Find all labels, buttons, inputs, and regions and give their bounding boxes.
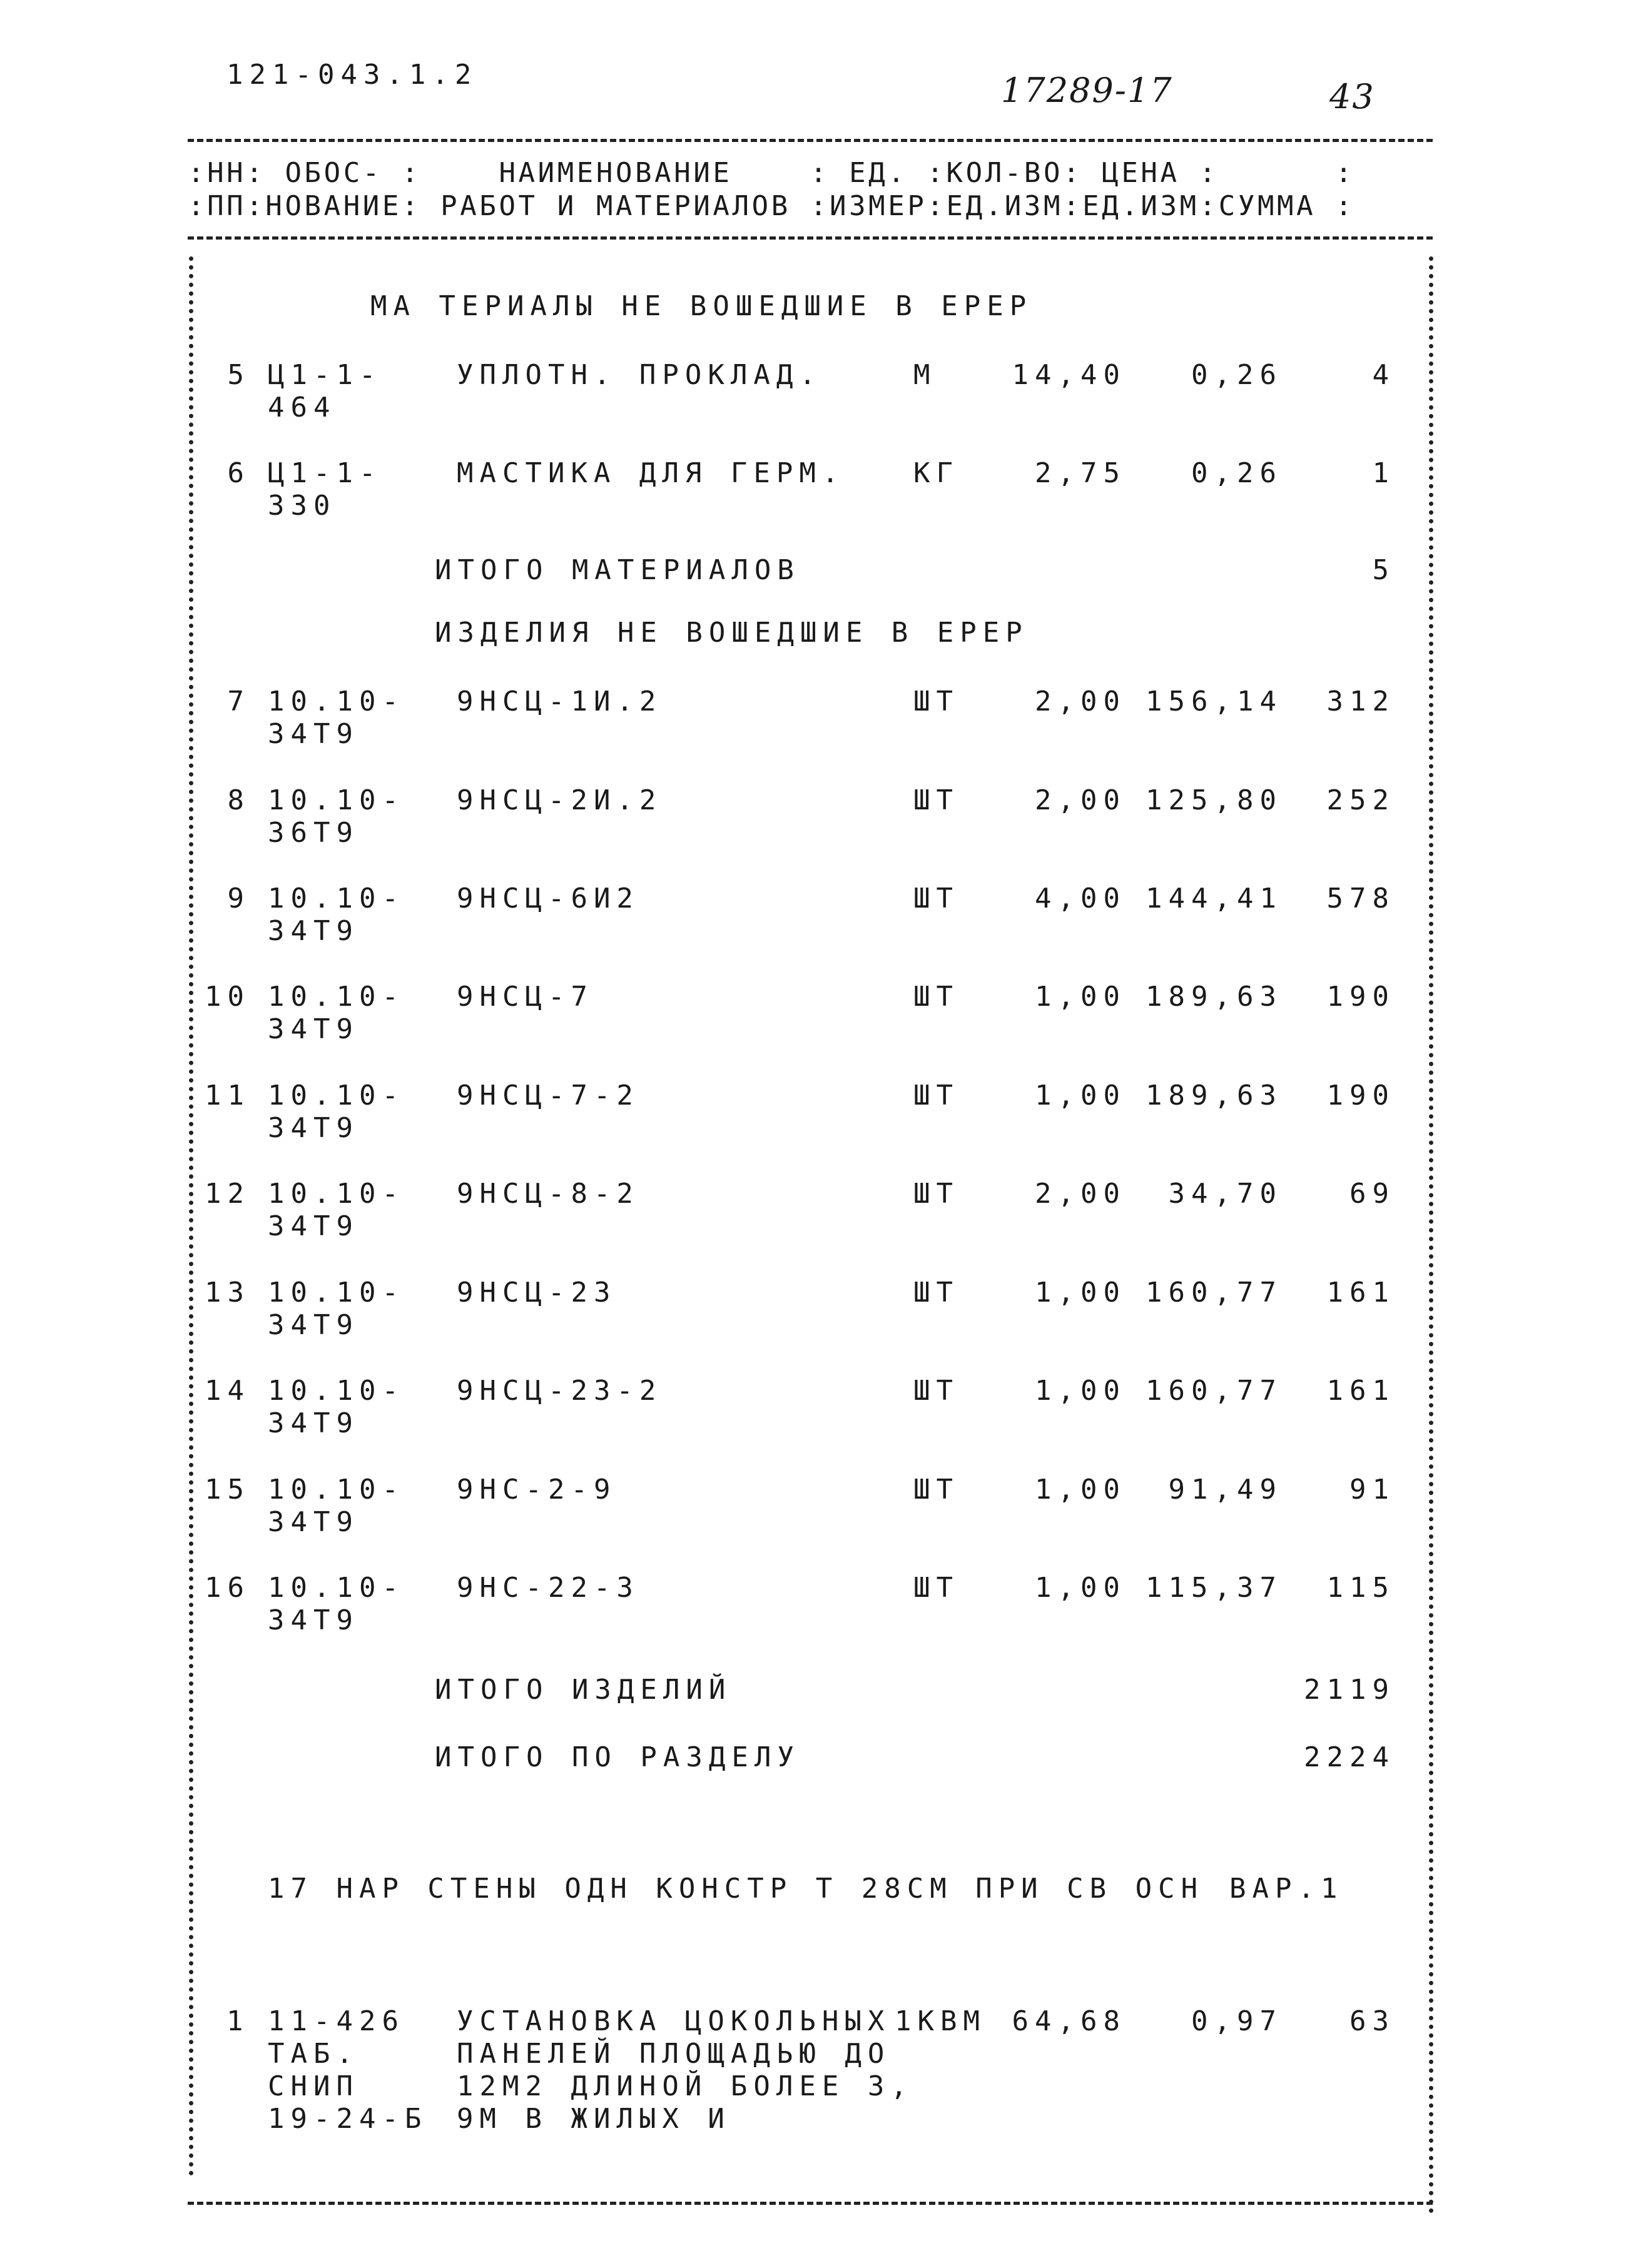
header-divider [188,236,1433,240]
row-sum: 190 [1326,981,1395,1013]
row-code-line-2: 34Т9 [268,1309,359,1341]
row-unit: ШТ [913,981,959,1013]
row-price: 34,70 [1168,1178,1283,1210]
row-code-line-2: 34Т9 [268,1604,359,1636]
row-code-line-2: 36Т9 [268,817,359,849]
row-price: 144,41 [1146,883,1283,914]
row-unit: ШТ [913,686,959,717]
row-number: 11 [205,1080,250,1111]
section-total-value: 2224 [1304,1741,1395,1773]
row-price: 189,63 [1146,981,1283,1013]
row-code-line-2: 464 [268,392,337,423]
page-number: 43 [1329,77,1375,116]
bottom-divider [188,2202,1433,2205]
row-code-line-2: 34Т9 [268,915,359,947]
row-code-line-1: 10.10- [268,883,405,914]
row-unit: ШТ [913,1572,959,1604]
last-row-price: 0,97 [1191,2005,1283,2037]
row-name: МАСТИКА ДЛЯ ГЕРМ. [457,457,845,489]
materials-section-title: МА ТЕРИАЛЫ НЕ ВОШЕДШИЕ В ЕРЕР [370,290,1033,322]
row-sum: 190 [1326,1080,1395,1111]
row-unit: ШТ [913,784,959,816]
row-qty: 14,40 [1012,359,1126,391]
last-row-qty: 64,68 [1012,2005,1126,2037]
row-qty: 1,00 [1035,1572,1126,1604]
row-price: 0,26 [1191,457,1283,489]
row-qty: 1,00 [1035,1277,1126,1309]
row-code-line-2: 34Т9 [268,1112,359,1144]
row-name: 9НС-22-3 [457,1572,639,1604]
row-price: 0,26 [1191,359,1283,391]
row-code-line-1: Ц1-1- [268,457,382,489]
row-sum: 161 [1326,1375,1395,1407]
column-header-line-2: :ПП:НОВАНИЕ: РАБОТ И МАТЕРИАЛОВ :ИЗМЕР:ЕД.ИЗМ:ЕД.ИЗМ:СУММА : [188,190,1355,222]
row-price: 115,37 [1146,1572,1283,1604]
row-name: 9НС-2-9 [457,1474,617,1506]
row-number: 5 [227,359,250,391]
column-header-line-1: :НН: ОБОС- : НАИМЕНОВАНИЕ : ЕД. :КОЛ-ВО: ЦЕНА : : [188,157,1355,189]
row-code-line-1: 10.10- [268,1474,405,1506]
row-code-line-2: 34Т9 [268,1506,359,1538]
handwritten-registration-number: 17289-17 [1001,71,1173,110]
row-name: 9НСЦ-23 [457,1277,617,1309]
row-number: 9 [227,883,250,914]
row-code-line-2: 34Т9 [268,1013,359,1045]
row-price: 160,77 [1146,1375,1283,1407]
last-row-code-line: ТАБ. [268,2038,359,2070]
last-row-name-line: ПАНЕЛЕЙ ПЛОЩАДЬЮ ДО [457,2038,891,2070]
last-row-code-line: 19-24-Б [268,2103,428,2135]
row-qty: 1,00 [1035,1375,1126,1407]
row-qty: 2,00 [1035,686,1126,717]
row-unit: ШТ [913,1474,959,1506]
row-price: 125,80 [1146,784,1283,816]
row-code-line-2: 330 [268,490,337,522]
row-price: 160,77 [1146,1277,1283,1309]
row-qty: 2,00 [1035,784,1126,816]
row-name: 9НСЦ-7 [457,981,594,1013]
row-code-line-1: 10.10- [268,1178,405,1210]
last-row-name-line: УСТАНОВКА ЦОКОЛЬНЫХ [457,2005,891,2037]
row-sum: 312 [1326,686,1395,717]
row-unit: ШТ [913,1080,959,1111]
row-sum: 69 [1349,1178,1395,1210]
row-sum: 252 [1326,784,1395,816]
top-divider [188,139,1433,142]
last-row-sum: 63 [1349,2005,1395,2037]
row-code-line-2: 34Т9 [268,718,359,750]
products-section-title: ИЗДЕЛИЯ НЕ ВОШЕДШИЕ В ЕРЕР [435,617,1029,649]
row-qty: 1,00 [1035,1080,1126,1111]
row-number: 6 [227,457,250,489]
row-price: 91,49 [1168,1474,1283,1506]
row-qty: 2,00 [1035,1178,1126,1210]
last-row-code-line: 11-426 [268,2005,405,2037]
row-number: 12 [205,1178,250,1210]
row-qty: 2,75 [1035,457,1126,489]
materials-total-label: ИТОГО МАТЕРИАЛОВ [435,554,800,586]
row-sum: 4 [1372,359,1395,391]
row-code-line-2: 34Т9 [268,1407,359,1439]
row-qty: 1,00 [1035,1474,1126,1506]
row-code-line-2: 34Т9 [268,1210,359,1242]
row-unit: КГ [913,457,959,489]
row-number: 15 [205,1474,250,1506]
last-row-unit: 1КВМ [895,2005,986,2037]
row-number: 16 [205,1572,250,1604]
row-sum: 1 [1372,457,1395,489]
row-sum: 161 [1326,1277,1395,1309]
row-sum: 578 [1326,883,1395,914]
products-total-label: ИТОГО ИЗДЕЛИЙ [435,1674,732,1706]
right-border [1429,256,1433,2214]
row-number: 13 [205,1277,250,1309]
row-unit: ШТ [913,1375,959,1407]
row-unit: ШТ [913,1277,959,1309]
next-section-title: 17 НАР СТЕНЫ ОДН КОНСТР Т 28СМ ПРИ СВ ОСН [268,1873,1204,1905]
row-number: 7 [227,686,250,717]
row-code-line-1: Ц1-1- [268,359,382,391]
row-code-line-1: 10.10- [268,1277,405,1309]
row-number: 14 [205,1375,250,1407]
row-name: 9НСЦ-6И2 [457,883,639,914]
row-unit: ШТ [913,883,959,914]
row-code-line-1: 10.10- [268,784,405,816]
row-sum: 91 [1349,1474,1395,1506]
row-unit: ШТ [913,1178,959,1210]
row-unit: М [913,359,937,391]
last-row-number: 1 [226,2005,250,2037]
row-sum: 115 [1326,1572,1395,1604]
row-name: 9НСЦ-23-2 [457,1375,663,1407]
row-name: 9НСЦ-2И.2 [457,784,663,816]
row-code-line-1: 10.10- [268,981,405,1013]
next-section-variant: ВАР.1 [1229,1873,1344,1905]
row-number: 10 [205,981,250,1013]
last-row-name-line: 12М2 ДЛИНОЙ БОЛЕЕ 3, [457,2070,913,2102]
row-name: 9НСЦ-7-2 [457,1080,639,1111]
products-total-value: 2119 [1304,1674,1395,1706]
document-code: 121-043.1.2 [226,59,478,91]
last-row-code-line: СНИП [268,2070,359,2102]
row-name: 9НСЦ-8-2 [457,1178,639,1210]
row-price: 156,14 [1146,686,1283,717]
row-code-line-1: 10.10- [268,686,405,717]
row-name: УПЛОТН. ПРОКЛАД. [457,359,822,391]
row-qty: 4,00 [1035,883,1126,914]
row-code-line-1: 10.10- [268,1080,405,1111]
row-code-line-1: 10.10- [268,1375,405,1407]
left-border [189,256,193,2177]
row-price: 189,63 [1146,1080,1283,1111]
row-number: 8 [227,784,250,816]
row-code-line-1: 10.10- [268,1572,405,1604]
materials-total-value: 5 [1372,554,1395,586]
row-qty: 1,00 [1035,981,1126,1013]
row-name: 9НСЦ-1И.2 [457,686,663,717]
section-total-label: ИТОГО ПО РАЗДЕЛУ [435,1741,800,1773]
last-row-name-line: 9М В ЖИЛЫХ И [457,2103,731,2135]
